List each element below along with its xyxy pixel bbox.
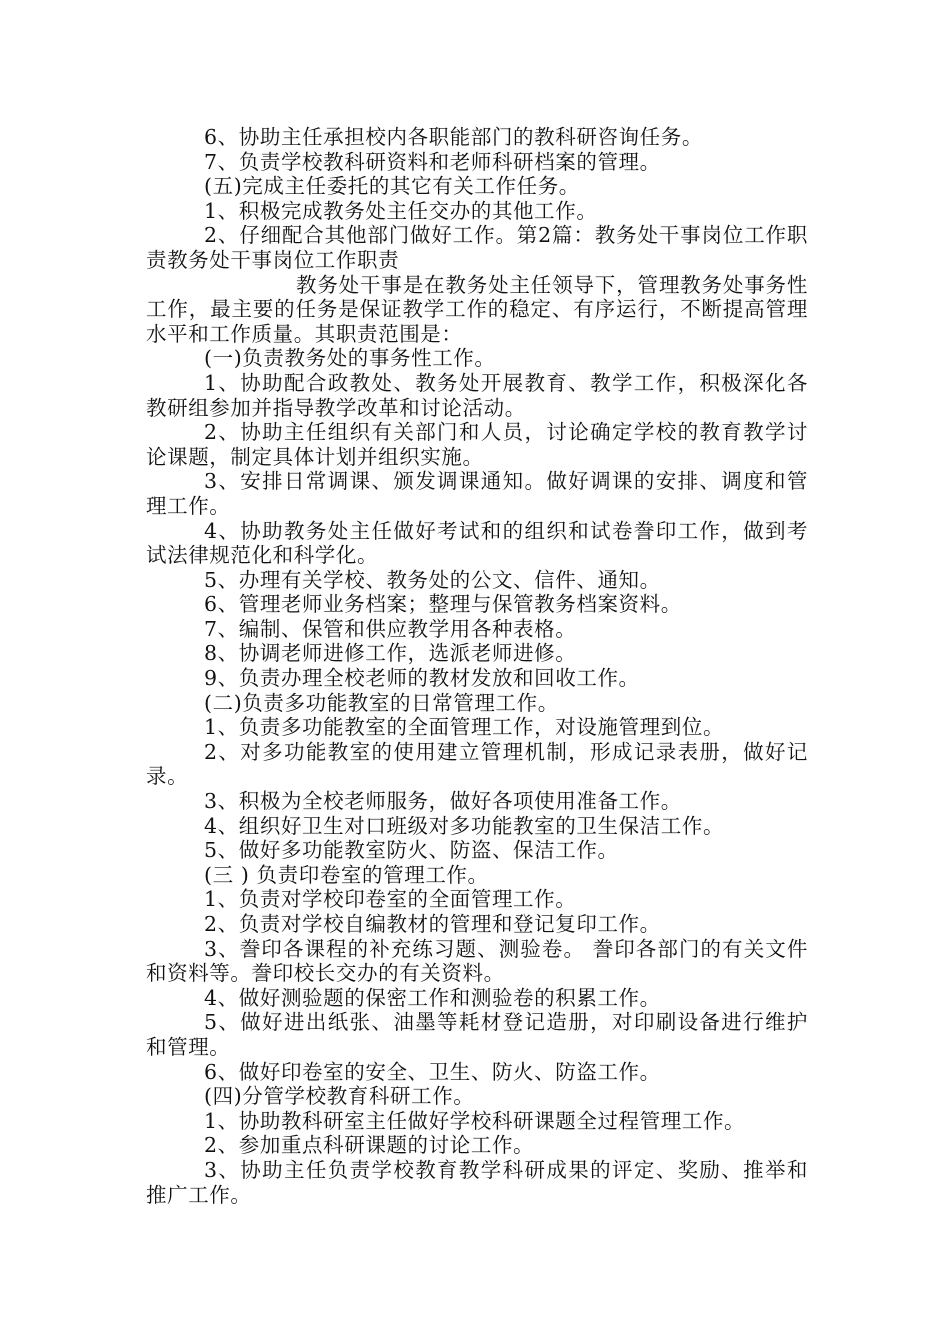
paragraph: (五)完成主任委托的其它有关工作任务。 [204,174,580,199]
paragraph: 2、参加重点科研课题的讨论工作。 [204,1133,535,1158]
paragraph: 3、协助主任负责学校教育教学科研成果的评定、奖励、推举和推广工作。 [146,1157,808,1207]
paragraph: (四)分管学校教育科研工作。 [204,1084,475,1109]
paragraph: 2、仔细配合其他部门做好工作。第2篇：教务处干事岗位工作职责教务处干事岗位工作职责 [146,223,808,272]
paragraph: 7、编制、保管和供应教学用各种表格。 [204,616,577,641]
paragraph: 2、协助主任组织有关部门和人员，讨论确定学校的教育教学讨论课题，制定具体计划并组织实施。 [146,420,808,469]
paragraph: 1、负责多功能教室的全面管理工作，对设施管理到位。 [204,715,725,740]
paragraph: 7、负责学校教科研资料和老师科研档案的管理。 [204,149,661,174]
paragraph: 8、协调老师进修工作，选派老师进修。 [204,641,577,666]
paragraph: 5、做好进出纸张、油墨等耗材登记造册，对印刷设备进行维护和管理。 [146,1010,808,1059]
paragraph: 3、安排日常调课、颁发调课通知。做好调课的安排、调度和管理工作。 [146,469,808,518]
paragraph: 1、积极完成教务处主任交办的其他工作。 [204,198,598,223]
paragraph: 9、负责办理全校老师的教材发放和回收工作。 [204,666,640,691]
document-body [146,125,808,1207]
paragraph: 1、协助配合政教处、教务处开展教育、教学工作，积极深化各教研组参加并指导教学改革和讨论活动。 [146,370,808,420]
paragraph: 6、做好印卷室的安全、卫生、防火、防盗工作。 [204,1059,661,1084]
paragraph: 6、协助主任承担校内各职能部门的教科研咨询任务。 [204,125,703,149]
paragraph: 3、积极为全校老师服务，做好各项使用准备工作。 [204,789,682,814]
paragraph: 1、协助教科研室主任做好学校科研课题全过程管理工作。 [204,1108,746,1133]
paragraph: 3、誊印各课程的补充练习题、测验卷。 誊印各部门的有关文件和资料等。誊印校长交办的有关资料。 [146,936,808,986]
paragraph: 1、负责对学校印卷室的全面管理工作。 [204,887,577,912]
paragraph: 5、做好多功能教室防火、防盗、保洁工作。 [204,838,619,863]
paragraph: 5、办理有关学校、教务处的公文、信件、通知。 [204,567,661,592]
paragraph: 教务处干事是在教务处主任领导下，管理教务处事务性工作，最主要的任务是保证教学工作的稳定、有序运行，不断提高管理水平和工作质量。其职责范围是： [146,272,808,346]
paragraph: 6、管理老师业务档案；整理与保管教务档案资料。 [204,592,682,617]
paragraph: 4、做好测验题的保密工作和测验卷的积累工作。 [204,985,661,1010]
paragraph: 2、对多功能教室的使用建立管理机制，形成记录表册，做好记录。 [146,739,808,789]
paragraph: 4、协助教务处主任做好考试和的组织和试卷誊印工作，做到考试法律规范化和科学化。 [146,518,808,568]
paragraph: 2、负责对学校自编教材的管理和登记复印工作。 [204,912,661,936]
paragraph: 4、组织好卫生对口班级对多功能教室的卫生保洁工作。 [204,813,725,838]
paragraph: (一)负责教务处的事务性工作。 [204,346,496,371]
paragraph: (二)负责多功能教室的日常管理工作。 [204,690,559,715]
paragraph: (三 ) 负责印卷室的管理工作。 [204,862,489,887]
